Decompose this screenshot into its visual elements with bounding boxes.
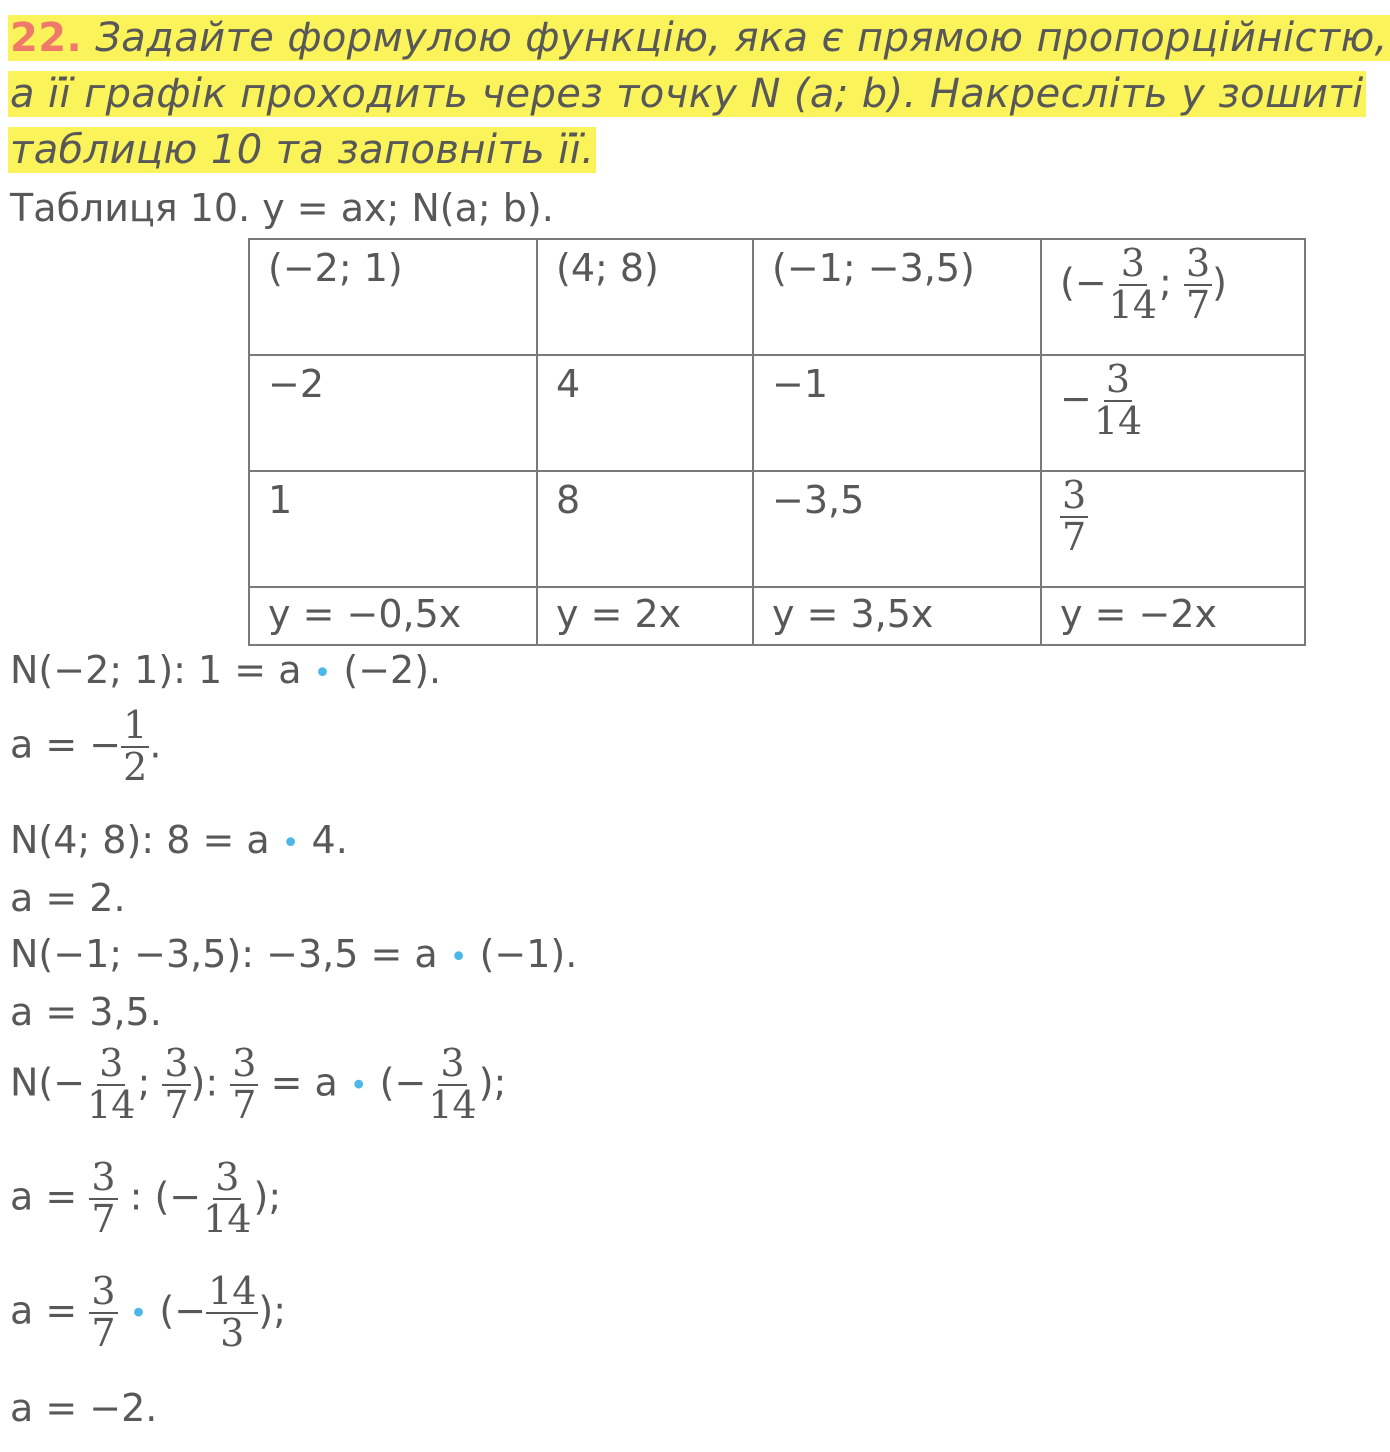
fraction: $\frac{3}{14}$ xyxy=(87,1041,136,1127)
solution-line-2: a = − $\frac{1}{2}$ . xyxy=(10,703,162,789)
table-cell: 1 xyxy=(249,471,537,587)
dot-operator: • xyxy=(449,940,468,975)
table-cell: (−1; −3,5) xyxy=(753,239,1041,355)
table-cell: y = 3,5x xyxy=(753,587,1041,645)
table-cell: −3,5 xyxy=(753,471,1041,587)
fraction: $\frac{3}{7}$ xyxy=(91,1155,116,1241)
table-row-points xyxy=(249,239,1305,355)
task-text-1: Задайте формулою функцію, яка є прямою пропорційністю, xyxy=(95,15,1388,61)
table-cell: −1 xyxy=(753,355,1041,471)
table-cell-fraction: − $\frac{3}{14}$ xyxy=(1041,355,1305,471)
fraction: $\frac{3}{7}$ xyxy=(164,1041,189,1127)
fraction: $\frac{3}{14}$ xyxy=(1108,241,1158,327)
task-line-3 xyxy=(8,122,1378,178)
table-cell: 8 xyxy=(537,471,753,587)
task-line-2 xyxy=(8,66,1378,122)
table-cell: (4; 8) xyxy=(537,239,753,355)
dot-operator: • xyxy=(281,826,300,861)
solution-line-4: a = 2. xyxy=(10,876,126,920)
solution-line-5: N(−1; −3,5): −3,5 = a • (−1). xyxy=(10,932,578,976)
solution-line-10: a = −2. xyxy=(10,1386,158,1430)
table-cell: 4 xyxy=(537,355,753,471)
solution-line-9: a = $\frac{3}{7}$ • (− $\frac{14}{3}$ ); xyxy=(10,1269,287,1355)
fraction: $\frac{3}{7}$ xyxy=(1062,473,1087,559)
table-row-a xyxy=(249,355,1305,471)
table-row-formula xyxy=(249,587,1305,645)
fraction: $\frac{3}{7}$ xyxy=(91,1269,116,1355)
table-cell: y = −0,5x xyxy=(249,587,537,645)
solution-line-8: a = $\frac{3}{7}$ : (− $\frac{3}{14}$ ); xyxy=(10,1155,282,1241)
fraction: $\frac{1}{2}$ xyxy=(123,703,148,789)
table-cell-fraction-point: (− $\frac{3}{14}$ ; $\frac{3}{7}$ ) xyxy=(1041,239,1305,355)
table-caption: Таблиця 10. y = ax; N(a; b). xyxy=(10,186,554,230)
table-row-b xyxy=(249,471,1305,587)
table-10 xyxy=(248,238,1306,646)
task-text-2: а її графік проходить через точку N (a; b). Накресліть у зошиті xyxy=(10,71,1364,117)
fraction: $\frac{3}{14}$ xyxy=(428,1041,477,1127)
task-number: 22. xyxy=(10,15,83,61)
solution-line-1: N(−2; 1): 1 = a • (−2). xyxy=(10,648,442,692)
dot-operator: • xyxy=(313,656,332,691)
task-line-1 xyxy=(8,10,1388,66)
fraction: $\frac{3}{14}$ xyxy=(203,1155,252,1241)
solution-line-3: N(4; 8): 8 = a • 4. xyxy=(10,818,348,862)
solution-line-6: a = 3,5. xyxy=(10,990,162,1034)
solution-line-7: N(− $\frac{3}{14}$ ; $\frac{3}{7}$ ): $\frac{3}{7}$ = a • (− $\frac{3}{14}$ ); xyxy=(10,1041,507,1127)
fraction: $\frac{3}{7}$ xyxy=(1185,241,1211,327)
dot-operator: • xyxy=(349,1068,368,1104)
task-statement xyxy=(8,10,1388,178)
table-cell: y = −2x xyxy=(1041,587,1305,645)
fraction: $\frac{14}{3}$ xyxy=(208,1269,257,1355)
table-cell: (−2; 1) xyxy=(249,239,537,355)
dot-operator: • xyxy=(129,1296,148,1332)
fraction: $\frac{3}{14}$ xyxy=(1093,357,1143,443)
fraction: $\frac{3}{7}$ xyxy=(232,1041,257,1127)
table-cell: y = 2x xyxy=(537,587,753,645)
table-cell-fraction xyxy=(1041,471,1305,587)
table-cell: −2 xyxy=(249,355,537,471)
task-text-3: таблицю 10 та заповніть її. xyxy=(10,127,595,173)
